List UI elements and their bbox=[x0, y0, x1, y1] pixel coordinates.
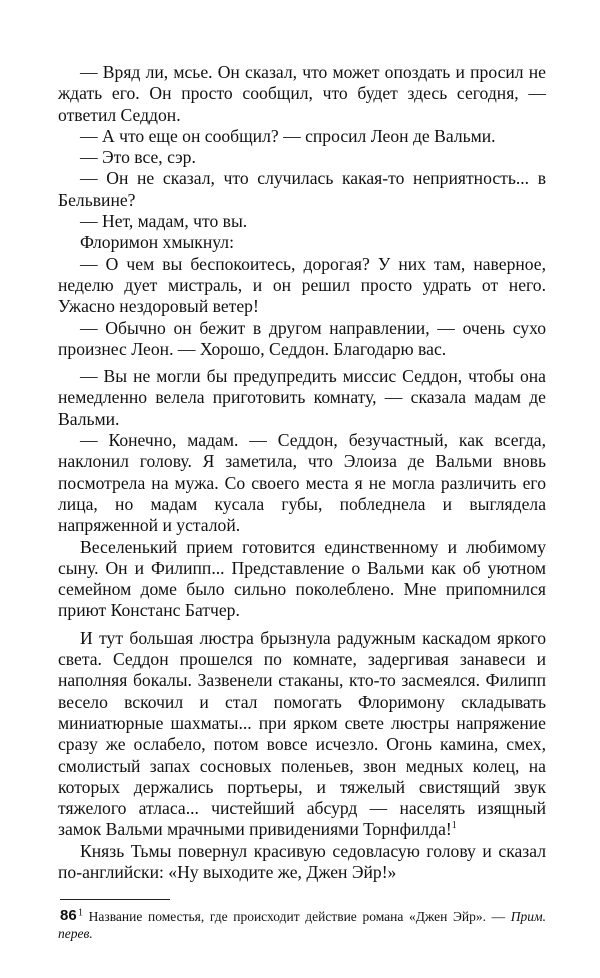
footnote-reference[interactable]: 1 bbox=[451, 820, 457, 832]
paragraph-10: — Конечно, мадам. — Седдон, безучастный, как всегда, наклонил голову. Я заметила, что Элоиза де Вальми вновь посмотрела на мужа. Со своего места я не могла различить его лица, но мадам кусала губы, побледнела и выглядела напряженной и усталой. bbox=[58, 430, 546, 536]
book-page bbox=[58, 62, 546, 942]
paragraph-5: — Нет, мадам, что вы. bbox=[80, 211, 248, 232]
footnote bbox=[58, 908, 546, 942]
paragraph-8: — Обычно он бежит в другом направлении, — очень сухо произнес Леон. — Хорошо, Седдон. Благодарю вас. bbox=[58, 317, 546, 359]
paragraph-12-text: И тут большая люстра брызнула радужным каскадом яркого света. Седдон прошелся по комнате, задергивая занавеси и наполняя бокалы. Зазвенели стаканы, кто-то засмеялся. Филипп весело вскочил и стал помогать Флоримону складывать миниатюрные шахматы... при ярком свете люстры напряжение сразу же ослабело, потом вовсе исчезло. Огонь камина, смех, смолистый запах сосновых поленьев, звон медных колец, на которых держались портьеры, и тяжелый свистящий звук тяжелого атласа... чистейший абсурд — населять изящный замок Вальми мрачными привидениями Торнфилда! bbox=[58, 627, 546, 840]
paragraph-6: Флоримон хмыкнул: bbox=[80, 232, 234, 253]
footnote-marker: 1 bbox=[78, 907, 83, 919]
paragraph-11: Веселенький прием готовится единственному и любимому сыну. Он и Филипп... Представление о Вальми как об уютном семейном доме было сильно поколеблено. Мне припомнился приют Констанс Батчер. bbox=[58, 536, 546, 621]
paragraph-1: — Вряд ли, мсье. Он сказал, что может опоздать и просил не ждать его. Он просто сообщил, что будет здесь сегодня, — ответил Седдон. bbox=[58, 62, 546, 125]
paragraph-9: — Вы не могли бы предупредить миссис Седдон, чтобы она немедленно велела приготовить комнату, — сказала мадам де Вальми. bbox=[58, 366, 546, 429]
paragraph-12 bbox=[58, 628, 546, 841]
body-text bbox=[58, 62, 546, 883]
footnote-translator-note: Прим. перев. bbox=[58, 909, 547, 942]
footnote-divider bbox=[60, 899, 170, 900]
paragraph-7: — О чем вы беспокоитесь, дорогая? У них там, наверное, неделю дует мистраль, и он решил просто удрать от него. Ужасно нездоровый ветер! bbox=[58, 253, 546, 317]
paragraph-3: — Это все, сэр. bbox=[80, 147, 196, 168]
page-number: 86 bbox=[60, 907, 77, 924]
paragraph-2: — А что еще он сообщил? — спросил Леон де Вальми. bbox=[80, 125, 496, 146]
footnote-text: Название поместья, где происходит действие романа «Джен Эйр». — bbox=[88, 909, 506, 925]
paragraph-4: — Он не сказал, что случилась какая-то неприятность... в Бельвине? bbox=[58, 168, 546, 210]
paragraph-13: Князь Тьмы повернул красивую седовласую голову и сказал по-английски: «Ну выходите же, Джен Эйр!» bbox=[58, 840, 546, 882]
